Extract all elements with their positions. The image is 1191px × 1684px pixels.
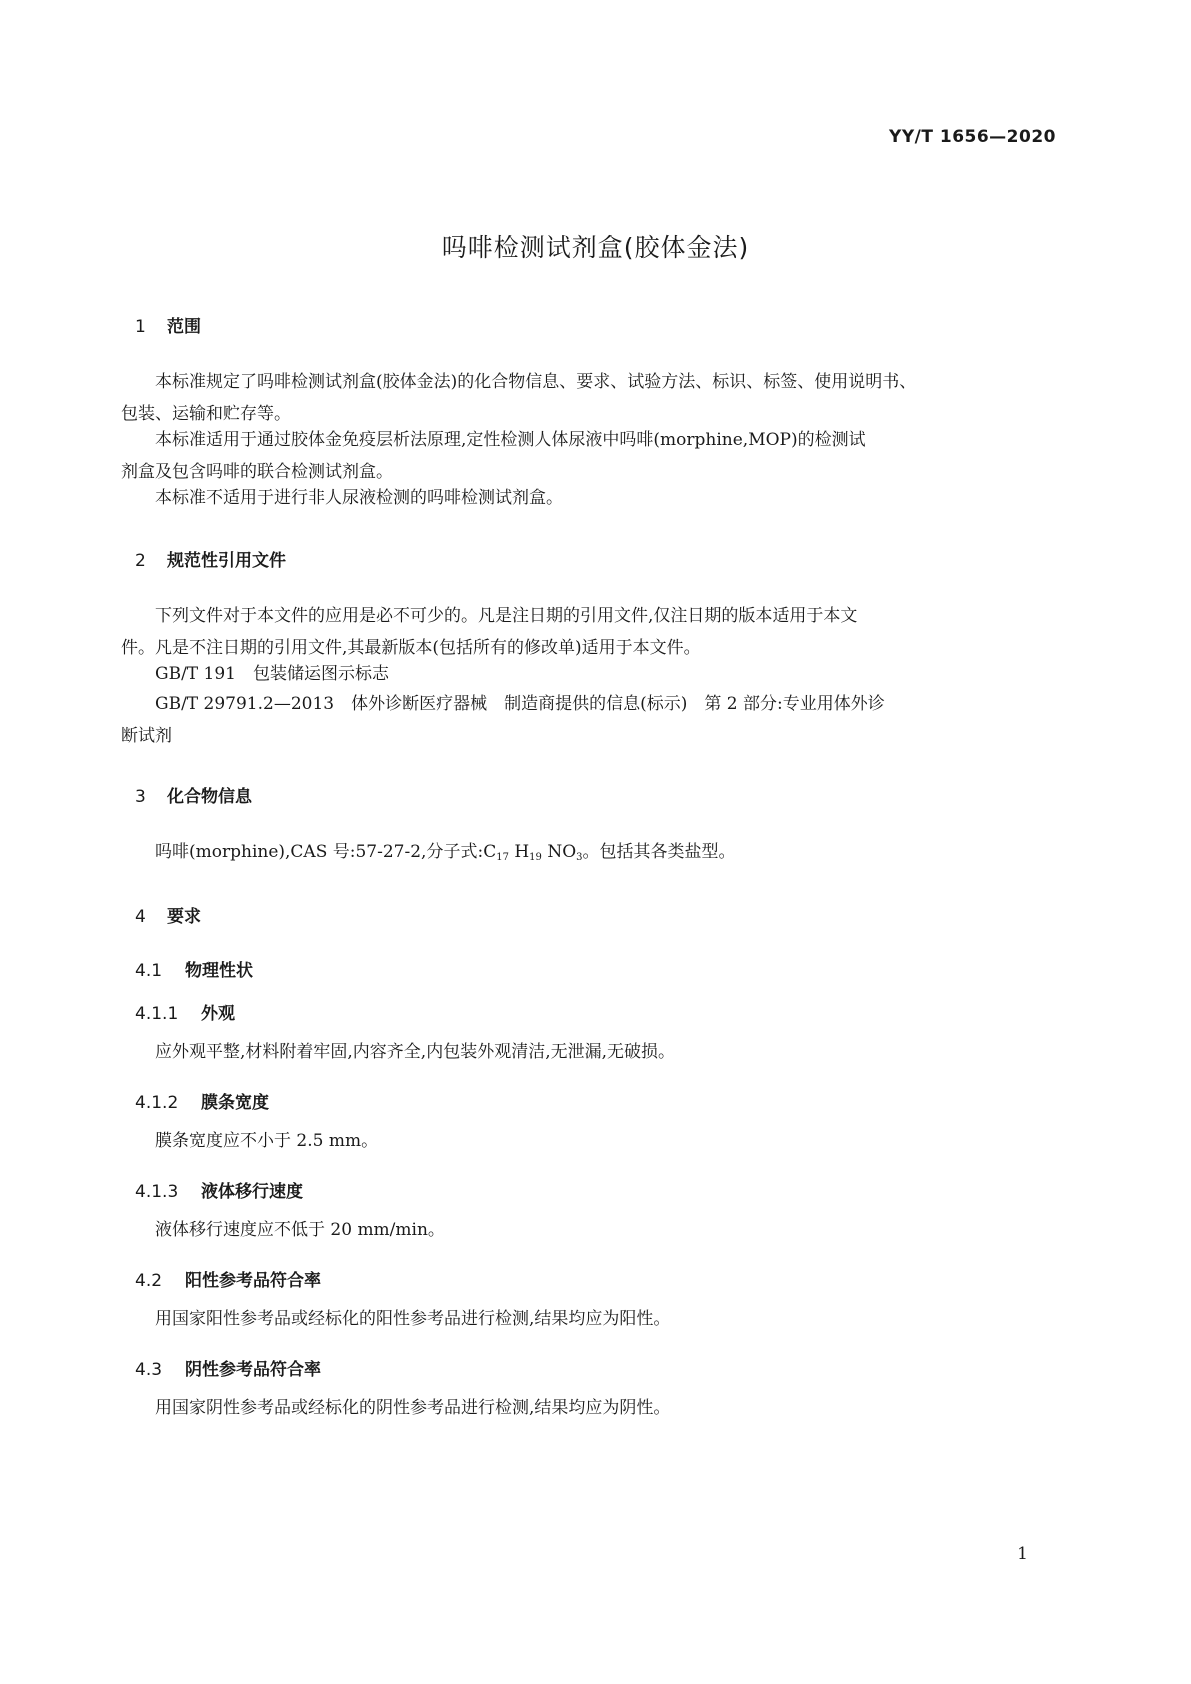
section-2-heading xyxy=(135,546,286,571)
strip-width-text: 膜条宽度应不小于 2.5 mm。 xyxy=(155,1131,379,1151)
section-title: 阴性参考品符合率 xyxy=(185,1360,321,1380)
section-title: 范围 xyxy=(167,317,201,337)
section-4-2-heading xyxy=(135,1266,321,1291)
section-title: 化合物信息 xyxy=(167,787,252,807)
reference-gbt-191: GB/T 191 包装储运图示标志 xyxy=(155,664,389,684)
subscript: 17 xyxy=(496,852,509,863)
text-line: 本标准适用于通过胶体金免疫层析法原理,定性检测人体尿液中吗啡(morphine,MOP)的检测试 xyxy=(155,430,866,450)
compound-text: 。包括其各类盐型。 xyxy=(582,842,736,862)
section-number: 4.1.2 xyxy=(135,1093,179,1113)
scope-paragraph-1 xyxy=(121,366,1061,430)
page-number: 1 xyxy=(1017,1544,1028,1564)
references-intro xyxy=(121,600,1061,664)
reference-gbt-29791 xyxy=(121,688,1061,752)
text-line: 本标准规定了吗啡检测试剂盒(胶体金法)的化合物信息、要求、试验方法、标识、标签、使用说明书、 xyxy=(155,372,917,392)
section-number: 4.1 xyxy=(135,961,163,981)
section-number: 4.2 xyxy=(135,1271,163,1291)
section-4-1-3-heading xyxy=(135,1177,303,1202)
section-number: 4 xyxy=(135,907,146,927)
section-title: 阳性参考品符合率 xyxy=(185,1271,321,1291)
subscript: 3 xyxy=(576,852,583,863)
text-line: 包装、运输和贮存等。 xyxy=(121,404,291,424)
section-1-heading xyxy=(135,312,201,337)
section-4-3-heading xyxy=(135,1355,321,1380)
compound-text: 吗啡(morphine),CAS 号:57-27-2,分子式:C xyxy=(155,842,497,862)
section-number: 2 xyxy=(135,551,146,571)
scope-paragraph-2 xyxy=(121,424,1061,488)
standard-number: YY/T 1656—2020 xyxy=(889,127,1056,147)
appearance-text: 应外观平整,材料附着牢固,内容齐全,内包装外观清洁,无泄漏,无破损。 xyxy=(155,1042,676,1062)
section-title: 规范性引用文件 xyxy=(167,551,286,571)
section-title: 液体移行速度 xyxy=(201,1182,303,1202)
scope-paragraph-3: 本标准不适用于进行非人尿液检测的吗啡检测试剂盒。 xyxy=(155,488,563,508)
section-title: 物理性状 xyxy=(185,961,253,981)
section-4-1-1-heading xyxy=(135,999,235,1024)
text-line: 剂盒及包含吗啡的联合检测试剂盒。 xyxy=(121,462,393,482)
section-3-heading xyxy=(135,782,252,807)
section-number: 4.3 xyxy=(135,1360,163,1380)
positive-reference-text: 用国家阳性参考品或经标化的阳性参考品进行检测,结果均应为阳性。 xyxy=(155,1309,671,1329)
section-title: 要求 xyxy=(167,907,201,927)
compound-info xyxy=(121,836,1061,874)
section-number: 4.1.1 xyxy=(135,1004,179,1024)
section-title: 外观 xyxy=(201,1004,235,1024)
section-4-1-2-heading xyxy=(135,1088,269,1113)
text-line: 断试剂 xyxy=(121,726,172,746)
section-4-heading xyxy=(135,902,201,927)
text-line: GB/T 29791.2—2013 体外诊断医疗器械 制造商提供的信息(标示) 第 2 部分:专业用体外诊 xyxy=(155,694,885,714)
text-line: 件。凡是不注日期的引用文件,其最新版本(包括所有的修改单)适用于本文件。 xyxy=(121,638,701,658)
section-title: 膜条宽度 xyxy=(201,1093,269,1113)
compound-text: H xyxy=(514,842,530,862)
negative-reference-text: 用国家阴性参考品或经标化的阴性参考品进行检测,结果均应为阴性。 xyxy=(155,1398,671,1418)
section-number: 3 xyxy=(135,787,146,807)
section-4-1-heading xyxy=(135,956,253,981)
compound-text: NO xyxy=(547,842,577,862)
subscript: 19 xyxy=(529,852,542,863)
text-line: 下列文件对于本文件的应用是必不可少的。凡是注日期的引用文件,仅注日期的版本适用于本文 xyxy=(155,606,858,626)
document-title: 吗啡检测试剂盒(胶体金法) xyxy=(441,233,750,262)
section-number: 1 xyxy=(135,317,146,337)
migration-speed-text: 液体移行速度应不低于 20 mm/min。 xyxy=(155,1220,445,1240)
section-number: 4.1.3 xyxy=(135,1182,179,1202)
